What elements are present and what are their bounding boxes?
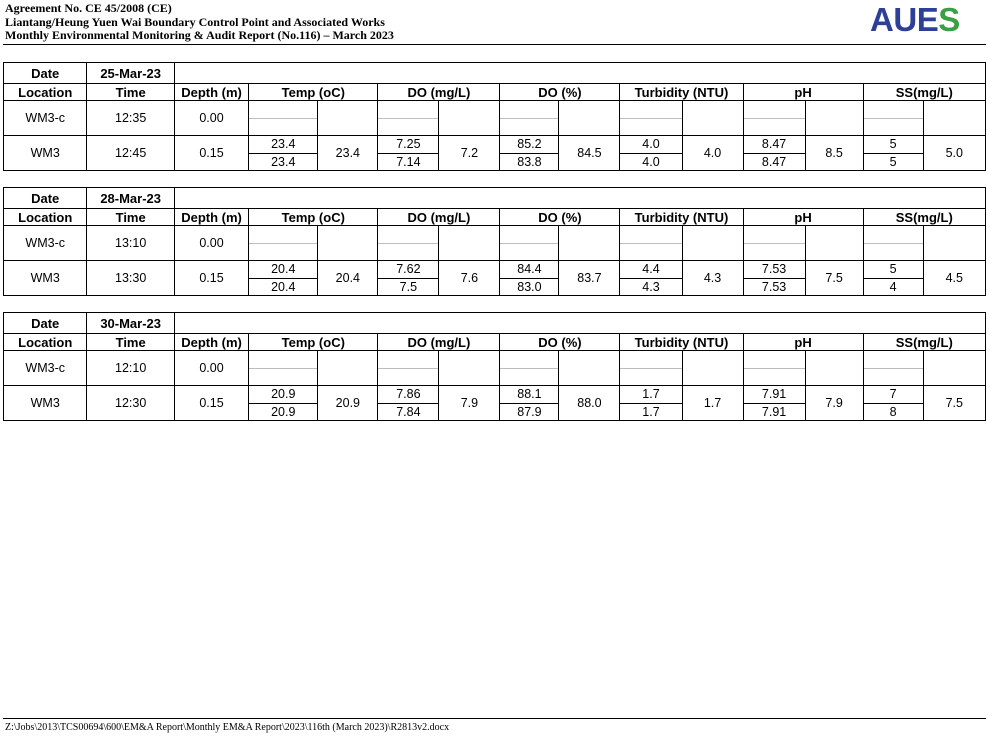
do-mgl-readings-cell <box>378 136 439 171</box>
agreement-number: Agreement No. CE 45/2008 (CE) <box>5 1 172 15</box>
do-pct-readings-cell <box>500 101 559 136</box>
turb-average-cell: 4.0 <box>682 136 743 171</box>
reading-pair <box>620 226 681 260</box>
location-cell: WM3 <box>4 261 87 296</box>
reading-2 <box>249 119 317 136</box>
reading-2: 1.7 <box>642 404 660 419</box>
reading-pair <box>864 101 923 135</box>
reading-pair <box>864 136 923 170</box>
ph-readings-cell <box>743 226 805 261</box>
temp-readings-cell <box>249 226 318 261</box>
location-cell: WM3-c <box>4 101 87 136</box>
monitoring-table <box>3 187 986 296</box>
reading-1: 20.4 <box>249 261 317 279</box>
reading-2 <box>744 369 805 386</box>
table-row <box>4 101 986 136</box>
do-mgl-readings-cell <box>378 101 439 136</box>
ph-average-cell <box>805 101 863 136</box>
reading-pair <box>744 101 805 135</box>
date-row-filler <box>174 313 985 334</box>
table-row <box>4 136 986 171</box>
location-cell: WM3-c <box>4 351 87 386</box>
reading-2 <box>864 369 923 386</box>
reading-1: 8.47 <box>744 136 805 154</box>
date-label: Date <box>4 188 87 209</box>
date-value: 25-Mar-23 <box>87 63 174 84</box>
table-row <box>4 351 986 386</box>
time-header: Time <box>87 84 174 101</box>
reading-pair <box>249 386 317 420</box>
reading-pair <box>620 261 681 295</box>
reading-2: 83.8 <box>517 154 542 169</box>
depth-cell: 0.00 <box>174 351 248 386</box>
reading-2: 83.0 <box>517 279 542 294</box>
report-header <box>5 2 394 43</box>
reading-pair <box>864 351 923 385</box>
reading-pair <box>378 136 438 170</box>
ph-header: pH <box>743 334 863 351</box>
do-mgl-readings-cell <box>378 226 439 261</box>
reading-pair <box>378 226 438 260</box>
time-header: Time <box>87 209 174 226</box>
turbidity-header: Turbidity (NTU) <box>620 209 743 226</box>
ss-readings-cell <box>863 261 923 296</box>
reading-pair <box>378 261 438 295</box>
temp-header: Temp (oC) <box>249 209 378 226</box>
depth-cell: 0.00 <box>174 226 248 261</box>
reading-1 <box>249 351 317 369</box>
ph-readings-cell <box>743 386 805 421</box>
reading-pair <box>500 351 558 385</box>
reading-pair <box>500 136 558 170</box>
reading-2: 20.9 <box>271 404 296 419</box>
do-pct-readings-cell <box>500 351 559 386</box>
reading-1: 7.53 <box>744 261 805 279</box>
ph-header: pH <box>743 84 863 101</box>
reading-1: 7.86 <box>378 386 438 404</box>
reading-pair <box>249 226 317 260</box>
do-mgl-header: DO (mg/L) <box>378 84 500 101</box>
reading-1 <box>500 351 558 369</box>
temp-readings-cell <box>249 101 318 136</box>
time-header: Time <box>87 334 174 351</box>
do-pct-average-cell: 88.0 <box>559 386 620 421</box>
report-title: Monthly Environmental Monitoring & Audit Report (No.116) – March 2023 <box>5 28 394 42</box>
time-cell: 12:45 <box>87 136 174 171</box>
reading-pair <box>620 351 681 385</box>
temp-readings-cell <box>249 261 318 296</box>
turb-readings-cell <box>620 386 682 421</box>
reading-2: 7.14 <box>396 154 421 169</box>
do-pct-readings-cell <box>500 226 559 261</box>
ph-average-cell: 8.5 <box>805 136 863 171</box>
ph-average-cell: 7.5 <box>805 261 863 296</box>
ph-readings-cell <box>743 101 805 136</box>
turb-average-cell: 4.3 <box>682 261 743 296</box>
reading-2 <box>620 244 681 261</box>
temp-average-cell <box>318 351 378 386</box>
monitoring-table <box>3 312 986 421</box>
reading-pair <box>378 101 438 135</box>
do-mgl-header: DO (mg/L) <box>378 209 500 226</box>
do-mgl-readings-cell <box>378 351 439 386</box>
turb-readings-cell <box>620 351 682 386</box>
do-pct-header: DO (%) <box>500 209 620 226</box>
turb-readings-cell <box>620 226 682 261</box>
do-mgl-average-cell: 7.6 <box>439 261 500 296</box>
reading-2 <box>864 119 923 136</box>
table-row <box>4 261 986 296</box>
temp-average-cell: 20.9 <box>318 386 378 421</box>
temp-average-cell: 20.4 <box>318 261 378 296</box>
do-mgl-average-cell <box>439 226 500 261</box>
date-label: Date <box>4 63 87 84</box>
reading-pair <box>744 386 805 420</box>
do-mgl-average-cell <box>439 351 500 386</box>
do-mgl-average-cell <box>439 101 500 136</box>
aues-logo: AUES <box>870 1 960 38</box>
do-pct-header: DO (%) <box>500 84 620 101</box>
reading-1 <box>620 351 681 369</box>
reading-pair <box>864 226 923 260</box>
project-title: Liantang/Heung Yuen Wai Boundary Control Point and Associated Works <box>5 14 385 29</box>
reading-1 <box>378 351 438 369</box>
reading-2: 8 <box>889 404 897 419</box>
table-row <box>4 386 986 421</box>
turbidity-header: Turbidity (NTU) <box>620 84 743 101</box>
ss-average-cell: 5.0 <box>923 136 985 171</box>
reading-1: 7 <box>864 386 923 404</box>
reading-pair <box>620 136 681 170</box>
reading-pair <box>864 386 923 420</box>
reading-pair <box>378 386 438 420</box>
turb-readings-cell <box>620 261 682 296</box>
date-row-filler <box>174 63 985 84</box>
reading-1: 85.2 <box>500 136 558 154</box>
reading-pair <box>249 351 317 385</box>
do-mgl-average-cell: 7.2 <box>439 136 500 171</box>
reading-1: 5 <box>864 261 923 279</box>
ss-readings-cell <box>863 351 923 386</box>
temp-readings-cell <box>249 351 318 386</box>
do-pct-average-cell: 84.5 <box>559 136 620 171</box>
do-pct-readings-cell <box>500 136 559 171</box>
reading-2: 4 <box>889 279 897 294</box>
location-header: Location <box>4 334 87 351</box>
location-cell: WM3 <box>4 386 87 421</box>
reading-1: 5 <box>864 136 923 154</box>
reading-pair <box>249 261 317 295</box>
date-label: Date <box>4 313 87 334</box>
turb-average-cell <box>682 226 743 261</box>
ph-readings-cell <box>743 261 805 296</box>
ph-average-cell: 7.9 <box>805 386 863 421</box>
reading-2: 4.3 <box>642 279 660 294</box>
reading-1 <box>864 351 923 369</box>
reading-2 <box>744 119 805 136</box>
reading-2: 5 <box>889 154 897 169</box>
time-cell: 12:35 <box>87 101 174 136</box>
monitoring-table <box>3 62 986 171</box>
reading-pair <box>500 386 558 420</box>
date-value: 28-Mar-23 <box>87 188 174 209</box>
depth-cell: 0.00 <box>174 101 248 136</box>
ss-readings-cell <box>863 136 923 171</box>
reading-pair <box>500 101 558 135</box>
ss-header: SS(mg/L) <box>863 209 985 226</box>
turbidity-header: Turbidity (NTU) <box>620 334 743 351</box>
reading-1: 1.7 <box>620 386 681 404</box>
ss-readings-cell <box>863 226 923 261</box>
reading-1 <box>744 351 805 369</box>
reading-1 <box>500 226 558 244</box>
reading-1: 7.25 <box>378 136 438 154</box>
do-pct-average-cell <box>559 226 620 261</box>
reading-2 <box>620 369 681 386</box>
reading-1 <box>500 101 558 119</box>
reading-2 <box>378 244 438 261</box>
reading-pair <box>500 226 558 260</box>
reading-1: 88.1 <box>500 386 558 404</box>
location-cell: WM3-c <box>4 226 87 261</box>
depth-cell: 0.15 <box>174 386 248 421</box>
ss-average-cell <box>923 351 985 386</box>
reading-2: 7.84 <box>396 404 421 419</box>
reading-1: 7.62 <box>378 261 438 279</box>
temp-readings-cell <box>249 136 318 171</box>
header-divider <box>3 44 986 45</box>
reading-2 <box>864 244 923 261</box>
reading-1 <box>620 226 681 244</box>
turb-readings-cell <box>620 136 682 171</box>
do-pct-average-cell <box>559 351 620 386</box>
location-header: Location <box>4 209 87 226</box>
temp-header: Temp (oC) <box>249 84 378 101</box>
do-pct-readings-cell <box>500 386 559 421</box>
reading-2 <box>378 369 438 386</box>
reading-2: 23.4 <box>271 154 296 169</box>
reading-2 <box>378 119 438 136</box>
ph-header: pH <box>743 209 863 226</box>
reading-2: 7.5 <box>399 279 418 294</box>
reading-2: 87.9 <box>517 404 542 419</box>
reading-1 <box>744 101 805 119</box>
temp-header: Temp (oC) <box>249 334 378 351</box>
reading-1 <box>378 226 438 244</box>
ss-readings-cell <box>863 101 923 136</box>
turb-average-cell <box>682 351 743 386</box>
reading-2: 7.91 <box>761 404 787 419</box>
do-pct-average-cell: 83.7 <box>559 261 620 296</box>
ss-readings-cell <box>863 386 923 421</box>
turb-readings-cell <box>620 101 682 136</box>
reading-2 <box>500 369 558 386</box>
reading-1: 84.4 <box>500 261 558 279</box>
reading-1 <box>864 101 923 119</box>
reading-2 <box>744 244 805 261</box>
date-value: 30-Mar-23 <box>87 313 174 334</box>
reading-pair <box>744 136 805 170</box>
reading-2 <box>500 244 558 261</box>
temp-average-cell: 23.4 <box>318 136 378 171</box>
reading-2 <box>500 119 558 136</box>
ss-average-cell <box>923 101 985 136</box>
reading-1: 4.4 <box>620 261 681 279</box>
ph-average-cell <box>805 226 863 261</box>
reading-pair <box>620 386 681 420</box>
time-cell: 13:30 <box>87 261 174 296</box>
reading-pair <box>620 101 681 135</box>
reading-pair <box>744 226 805 260</box>
depth-cell: 0.15 <box>174 261 248 296</box>
reading-pair <box>744 351 805 385</box>
date-row-filler <box>174 188 985 209</box>
reading-1 <box>744 226 805 244</box>
depth-header: Depth (m) <box>174 334 248 351</box>
reading-2 <box>249 369 317 386</box>
reading-1: 4.0 <box>620 136 681 154</box>
do-pct-readings-cell <box>500 261 559 296</box>
time-cell: 12:10 <box>87 351 174 386</box>
ph-readings-cell <box>743 136 805 171</box>
ss-header: SS(mg/L) <box>863 334 985 351</box>
turb-average-cell: 1.7 <box>682 386 743 421</box>
time-cell: 12:30 <box>87 386 174 421</box>
reading-2: 7.53 <box>761 279 787 294</box>
reading-1 <box>864 226 923 244</box>
reading-1: 23.4 <box>249 136 317 154</box>
ph-readings-cell <box>743 351 805 386</box>
ss-header: SS(mg/L) <box>863 84 985 101</box>
do-pct-header: DO (%) <box>500 334 620 351</box>
reading-2 <box>620 119 681 136</box>
turb-average-cell <box>682 101 743 136</box>
temp-average-cell <box>318 226 378 261</box>
do-pct-average-cell <box>559 101 620 136</box>
depth-header: Depth (m) <box>174 209 248 226</box>
table-row <box>4 226 986 261</box>
reading-1 <box>620 101 681 119</box>
location-cell: WM3 <box>4 136 87 171</box>
reading-1: 7.91 <box>744 386 805 404</box>
depth-cell: 0.15 <box>174 136 248 171</box>
reading-1: 20.9 <box>249 386 317 404</box>
reading-pair <box>500 261 558 295</box>
reading-1 <box>249 101 317 119</box>
temp-readings-cell <box>249 386 318 421</box>
do-mgl-average-cell: 7.9 <box>439 386 500 421</box>
ss-average-cell: 4.5 <box>923 261 985 296</box>
depth-header: Depth (m) <box>174 84 248 101</box>
ph-average-cell <box>805 351 863 386</box>
footer-divider <box>3 718 986 719</box>
reading-pair <box>249 101 317 135</box>
reading-2 <box>249 244 317 261</box>
reading-1 <box>378 101 438 119</box>
ss-average-cell: 7.5 <box>923 386 985 421</box>
reading-2: 4.0 <box>642 154 660 169</box>
do-mgl-readings-cell <box>378 261 439 296</box>
do-mgl-header: DO (mg/L) <box>378 334 500 351</box>
ss-average-cell <box>923 226 985 261</box>
reading-2: 8.47 <box>761 154 787 169</box>
time-cell: 13:10 <box>87 226 174 261</box>
reading-pair <box>249 136 317 170</box>
reading-pair <box>378 351 438 385</box>
do-mgl-readings-cell <box>378 386 439 421</box>
reading-2: 20.4 <box>271 279 296 294</box>
reading-pair <box>744 261 805 295</box>
reading-1 <box>249 226 317 244</box>
temp-average-cell <box>318 101 378 136</box>
location-header: Location <box>4 84 87 101</box>
file-path-footer: Z:\Jobs\2013\TCS00694\600\EM&A Report\Monthly EM&A Report\2023\116th (March 2023)\R2813v2.docx <box>5 722 450 733</box>
reading-pair <box>864 261 923 295</box>
